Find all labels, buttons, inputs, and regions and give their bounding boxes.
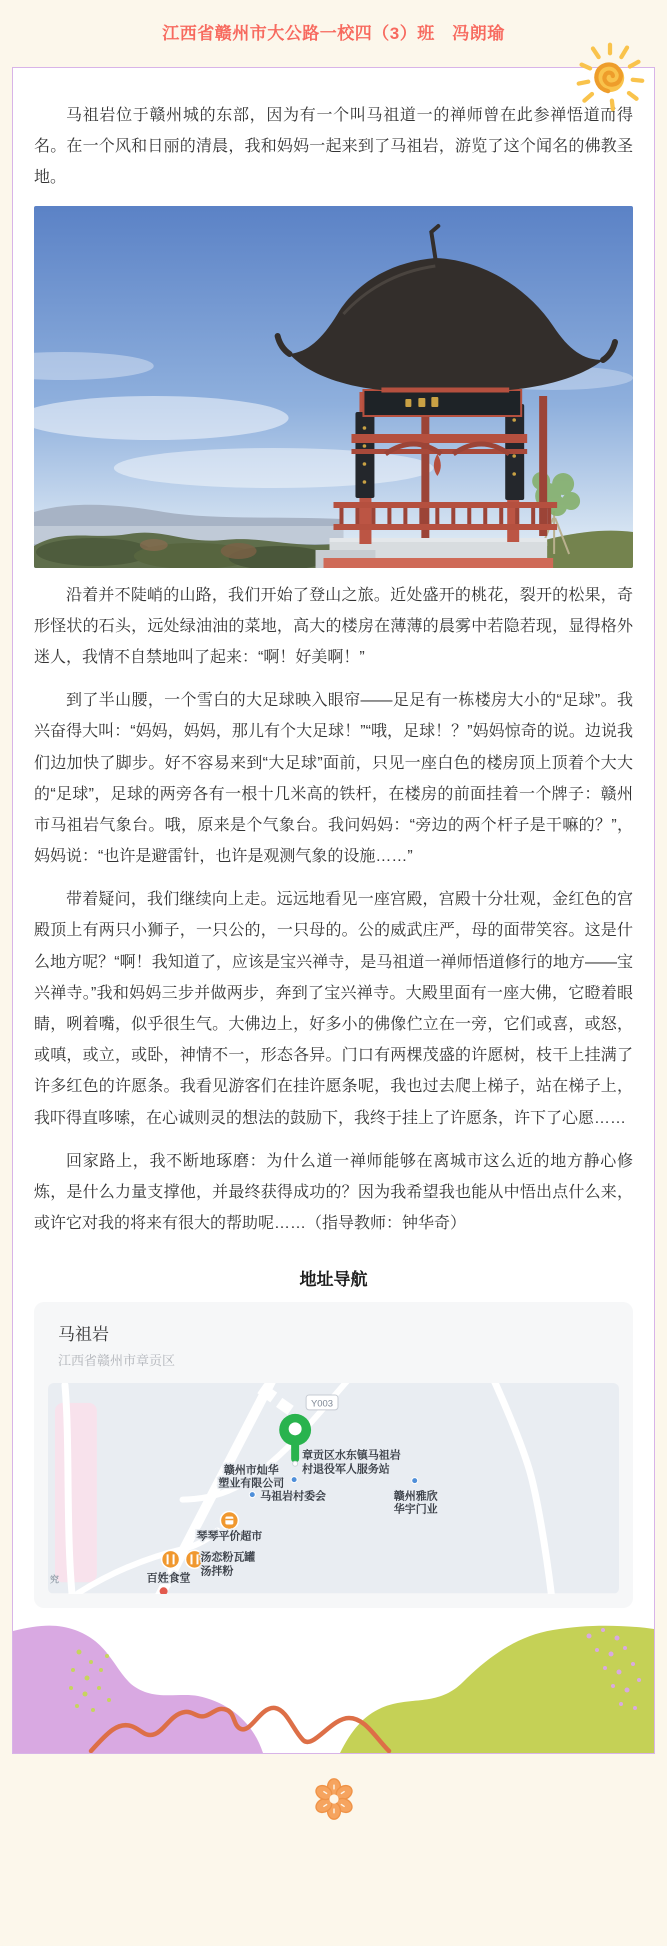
poi-dot	[291, 1477, 297, 1483]
svg-text:琴琴平价超市: 琴琴平价超市	[196, 1530, 263, 1543]
article-paragraph: 到了半山腰，一个雪白的大足球映入眼帘——足足有一栋楼房大小的“足球”。我兴奋得大叫：“妈妈，妈妈，那儿有个大足球！”“哦，足球！？”妈妈惊奇的说。边说我们边加快了脚步。好不容易来到“大足球”面前，只见一座白色的楼房顶上顶着个大大的“足球”，足球的两旁各有一根十几米高的铁杆，在楼房的前面挂着一个牌子：赣州市马祖岩气象台。哦，原来是个气象台。我问妈妈：“旁边的两个杆子是干嘛的？”，妈妈说：“也许是避雷针，也许是观测气象的设施……”	[34, 692, 633, 866]
page-title: 江西省赣州市大公路一校四（3）班 冯朗瑜	[162, 24, 505, 43]
place-name: 马祖岩	[58, 1325, 109, 1345]
poi-dot	[249, 1492, 255, 1498]
svg-text:百姓食堂: 百姓食堂	[146, 1572, 191, 1585]
sun-icon	[574, 40, 646, 112]
place-address: 江西省赣州市章贡区	[58, 1353, 176, 1369]
svg-text:塑业有限公司: 塑业有限公司	[218, 1477, 285, 1490]
article-paragraph: 沿着并不陡峭的山路，我们开始了登山之旅。近处盛开的桃花，裂开的松果，奇形怪状的石头，远处绿油油的菜地，高大的楼房在薄薄的晨雾中若隐若现，显得格外迷人，我情不自禁地叫了起来：“啊！好美啊！”	[34, 586, 633, 666]
article-paragraph: 马祖岩位于赣州城的东部，因为有一个叫马祖道一的禅师曾在此参禅悟道而得名。在一个风和日丽的清晨，我和妈妈一起来到了马祖岩，游览了这个闻名的佛教圣地。	[34, 107, 633, 187]
location-card[interactable]	[34, 1302, 633, 1607]
svg-text:村退役军人服务站: 村退役军人服务站	[302, 1463, 390, 1476]
svg-text:汤拌粉: 汤拌粉	[200, 1565, 234, 1578]
svg-text:马祖岩村委会: 马祖岩村委会	[260, 1490, 327, 1503]
address-nav-heading: 地址导航	[299, 1270, 368, 1290]
map-image	[48, 1383, 619, 1593]
svg-text:赣州雅欣: 赣州雅欣	[393, 1490, 438, 1503]
svg-text:究: 究	[50, 1574, 59, 1585]
footer-decoration	[13, 1622, 654, 1753]
road-badge	[306, 1395, 338, 1410]
store-icon	[220, 1512, 238, 1530]
svg-text:华宇门业: 华宇门业	[393, 1503, 438, 1516]
svg-text:赣州市灿华: 赣州市灿华	[223, 1464, 279, 1477]
poi-dot	[412, 1478, 418, 1484]
article-paragraph: 回家路上，我不断地琢磨：为什么道一禅师能够在离城市这么近的地方静心修炼，是什么力量支撑他，并最终获得成功的？因为我希望我也能从中悟出点什么来，或许它对我的将来有很大的帮助呢……（指导教师：钟华奇）	[34, 1152, 633, 1233]
pavilion-photo[interactable]	[34, 206, 633, 568]
svg-text:汤恋粉瓦罐: 汤恋粉瓦罐	[200, 1551, 256, 1564]
svg-text:章贡区水东镇马祖岩: 章贡区水东镇马祖岩	[302, 1450, 401, 1463]
svg-text:Y003: Y003	[311, 1398, 334, 1410]
article-body	[34, 100, 633, 1239]
restaurant-icon	[162, 1551, 180, 1569]
map-canvas[interactable]	[48, 1383, 619, 1593]
flower-icon	[311, 1776, 357, 1822]
article-paragraph: 带着疑问，我们继续向上走。远远地看见一座宫殿，宫殿十分壮观，金红色的宫殿顶上有两只小狮子，一只公的，一只母的。公的威武庄严，母的面带笑容。这是什么地方呢？“啊！我知道了，应该是宝兴禅寺，是马祖道一禅师悟道修行的地方——宝兴禅寺。”我和妈妈三步并做两步，奔到了宝兴禅寺。大殿里面有一座大佛，它瞪着眼睛，咧着嘴，似乎很生气。大佛边上，好多小的佛像伫立在一旁，它们或喜，或怒，或嗔，或立，或卧，神情不一，形态各异。门口有两棵茂盛的许愿树，枝干上挂满了许多红色的许愿条。我看见游客们在挂许愿条呢，我也过去爬上梯子，站在梯子上，我吓得直哆嗦，在心诚则灵的想法的鼓励下，我终于挂上了许愿条，许下了心愿……	[34, 891, 633, 1127]
article-container	[12, 67, 655, 1754]
